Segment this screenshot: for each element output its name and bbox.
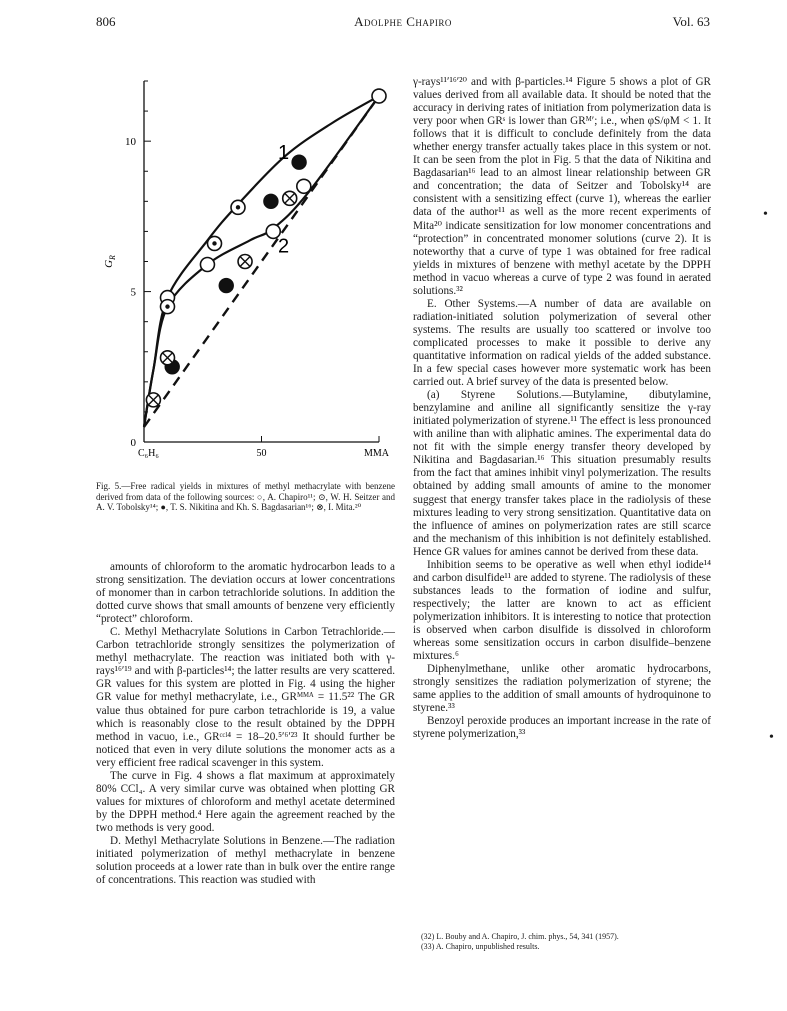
footnote: (33) A. Chapiro, unpublished results. [421, 942, 540, 951]
curve-label: 2 [277, 235, 290, 258]
y-axis-label: $G_R$ [103, 255, 117, 268]
volume-label: Vol. 63 [672, 14, 710, 29]
running-title: Adolphe Chapiro [354, 14, 452, 29]
data-point-center-dot [212, 241, 216, 245]
running-header [96, 14, 710, 34]
y-axis-label-subscript: R [108, 255, 117, 260]
chart-points [146, 76, 386, 407]
chart-axes [144, 81, 379, 442]
paragraph: Inhibition seems to be operative as well when ethyl iodide¹⁴ and carbon disulfide¹¹ are added to styrene. The radiolysis of these substances leads to the formation of iodine and sulfur, respectively; the latter are known to act as efficient polymerization inhibitors. It is interesting to notice that protection is observed when carbon disulfide is dissolved in chloroform whereas some sensitization occurs in carbon disulfide–benzene mixtures.⁶ [413, 558, 711, 663]
data-point-filled-circle [264, 194, 278, 208]
x-tick-label: C₆H₆ [138, 448, 159, 459]
data-point-center-dot [165, 304, 169, 308]
paragraph: D. Methyl Methacrylate Solutions in Benzene.—The radiation initiated polymerization of methyl methacrylate in benzene solution proceeds at a lower rate than in bulk over the entire range of concentrations. This reaction was studied with [96, 834, 395, 887]
curve-label: 1 [277, 142, 290, 165]
y-tick-label: 0 [130, 437, 136, 449]
chart-curves [144, 96, 379, 427]
paragraph: E. Other Systems.—A number of data are available on radiation-initiated solution polymerization of several other systems. The results are usually too scattered or involve too complicated processes to make it possible to derive any quantitative information on radical yields of the added substance. In a few special cases however more systematic work has been carried out. A brief survey of the data is presented below. [413, 297, 711, 389]
margin-mark: • [769, 730, 774, 745]
paragraph: C. Methyl Methacrylate Solutions in Carbon Tetrachloride.—Carbon tetrachloride strongly sensitizes the polymerization of methyl methacrylate. The reaction was initiated both with γ-rays¹⁶ʹ¹⁹ and with β-particles¹⁴; the latter results are very scattered. GR values for this system are plotted in Fig. 4 using the higher GR value for methyl methacrylate, i.e., GRᴹᴹᴬ = 11.5²² The GR value thus obtained for pure carbon tetrachloride is 19, a value which is reasonably close to the result obtained by the DPPH method in vacuo, i.e., GRᶜᶜˡ⁴ = 18–20.⁵ʹ⁶ʹ²³ It should further be noticed that even in very dilute solutions the monomer acts as a very efficient free radical scavenger in this system. [96, 626, 395, 769]
figure-caption: Fig. 5.—Free radical yields in mixtures of methyl methacrylate with benzene derived from data of the following sources: ○, A. Chapiro¹¹; ⊙, W. H. Seitzer and A. V. Tobolsky¹⁴; ●, T. S. Nikitina and Kh. S. Bagdasarian¹⁶; ⊗, I. Mita.²⁰ [96, 481, 395, 512]
right-column-body [413, 76, 711, 741]
paragraph: amounts of chloroform to the aromatic hydrocarbon leads to a strong sensitization. The deviation occurs at lower concentrations of monomer than in carbon tetrachloride solutions. In addition the dotted curve shows that small amounts of benzene very efficiently “protect” chloroform. [96, 561, 395, 626]
data-point-filled-circle [219, 279, 233, 293]
footnotes [413, 932, 711, 952]
paragraph: Benzoyl peroxide produces an important increase in the rate of styrene polymerization,³³ [413, 715, 711, 741]
data-point-filled-circle [292, 155, 306, 169]
margin-mark: • [763, 207, 768, 222]
x-tick-label: MMA [363, 448, 389, 459]
y-tick-label: 5 [130, 286, 136, 299]
dashed-curve [144, 96, 379, 427]
data-point-center-dot [236, 205, 240, 209]
figure-5-chart [96, 76, 396, 480]
paragraph: (a) Styrene Solutions.—Butylamine, dibutylamine, benzylamine and aniline all significantly sensitize the γ-ray initiated polymerization of styrene.¹¹ The effect is less pronounced with aniline than with aliphatic amines. The experimental data do not fit with the simple energy transfer theory developed by Nikitina and Bagdasarian.¹⁶ This situation presumably results from the fact that amines inhibit vinyl polymerization. The results obtained by adding small amounts of amine to the monomer suggest that energy transfer takes place in the radiolysis of these mixtures leading to very strong sensitization. Quantitative data on the influence of amines on polymerization rates are still scarce and the mechanism of this inhibition is not definitely established. Hence GR values for amines cannot be derived from these data. [413, 389, 711, 558]
data-point-open-circle [297, 179, 311, 193]
x-tick-label: 50 [256, 448, 267, 459]
y-tick-label: 10 [125, 136, 136, 149]
footnote: (32) L. Bouby and A. Chapiro, J. chim. phys., 54, 341 (1957). [421, 932, 619, 941]
paragraph: γ-rays¹¹ʹ¹⁶ʹ²⁰ and with β-particles.¹⁴ Figure 5 shows a plot of GR values derived from all available data. It should be noted that the accuracy in deriving rates of initiation from polymerization data is very poor when GRˢ is lower than GRᴹ′; i.e., when φS/φM < 1. It follows that it is difficult to conclude definitely from the data whether energy transfer actually takes place in this system or not. It can be seen from the plot in Fig. 5 that the data of Nikitina and Bagdasarian¹⁶ lead to an almost linear relationship between GR and concentration; the data of Seitzer and Tobolsky¹⁴ are consistent with a sensitizing effect (curve 1), whereas the earlier data of the author¹¹ as well as the more recent experiments of Mita²⁰ indicate sensitization for low monomer concentrations and “protection” in concentrated monomer solutions (curve 2). It is noteworthy that a curve of type 1 was obtained for free radical yields in mixtures of benzene with methyl acetate by the DPPH method in vacuo whereas a curve of type 2 was found in aerated solutions.³² [413, 76, 711, 297]
data-point-open-circle [200, 258, 214, 272]
paragraph: The curve in Fig. 4 shows a flat maximum at approximately 80% CCl₄. A very similar curve was obtained when plotting GR values for mixtures of chloroform and methyl acetate determined by the DPPH method.⁴ Here again the agreement reached by the two methods is very good. [96, 769, 395, 834]
left-column-body [96, 561, 395, 887]
page-number: 806 [96, 14, 116, 29]
data-point-open-circle [372, 89, 386, 103]
paragraph: Diphenylmethane, unlike other aromatic hydrocarbons, strongly sensitizes the radiation polymerization of styrene; the same applies to the addition of small amounts of hydroquinone to styrene.³³ [413, 663, 711, 715]
